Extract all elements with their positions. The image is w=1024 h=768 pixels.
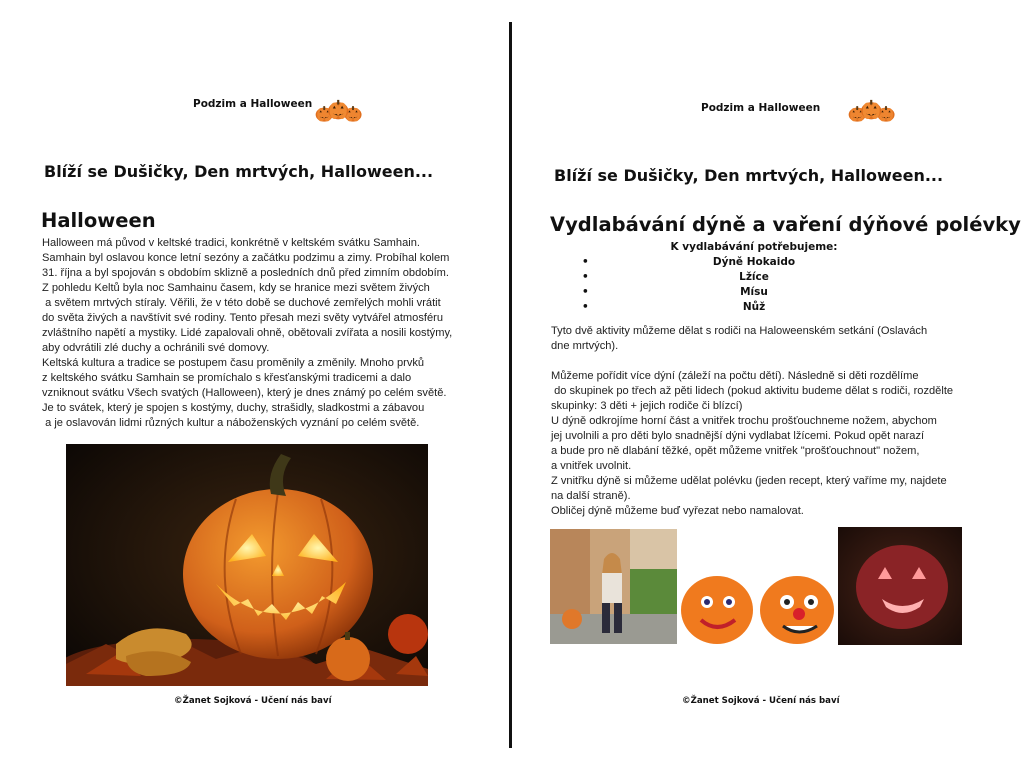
body-text	[42, 236, 452, 431]
body-line: skupinky: 3 děti + jejich rodiče či blízcí)	[551, 400, 743, 412]
body-line: na další straně).	[551, 490, 631, 502]
body-line: Obličej dýně můžeme buď vyřezat nebo namalovat.	[551, 505, 804, 517]
body-line: a vnitřek uvolnit.	[551, 460, 632, 472]
needs-item: • Mísu	[582, 286, 768, 298]
footer-credit: ©Žanet Sojková - Učení nás baví	[682, 696, 840, 706]
body-line: do skupinek po třech až pěti lidech (pokud aktivitu budeme dělat s rodiči, rozdělte	[551, 385, 954, 397]
right-page	[514, 0, 1024, 768]
footer-credit: ©Žanet Sojková - Učení nás baví	[174, 696, 332, 706]
jack-o-lantern-photo	[66, 444, 428, 686]
page-divider	[509, 22, 512, 748]
needs-item: • Nůž	[582, 301, 766, 313]
body-line	[551, 354, 953, 369]
page-header: Podzim a Halloween	[193, 98, 313, 110]
lit-pumpkin-photo	[838, 527, 962, 645]
body-line: Z vnitřku dýně si můžeme udělat polévku (jeden recept, který vaříme my, najdete	[551, 475, 947, 487]
needs-item: • Lžíce	[582, 271, 769, 283]
page-title: Vydlabávání dýně a vaření dýňové polévky	[550, 213, 1021, 236]
body-line: Z pohledu Keltů byla noc Samhainu časem, kdy se hranice mezi světem živých	[42, 282, 430, 294]
body-line: Tyto dvě aktivity můžeme dělat s rodiči na Haloweenském setkání (Oslavách	[551, 325, 928, 337]
subtitle: Blíží se Dušičky, Den mrtvých, Halloween...	[44, 162, 434, 181]
body-line: do světa živých a navštívit své rodiny. Tento přesah mezi světy vytvářel atmosféru	[42, 312, 443, 324]
body-line: a je oslavován lidmi různých kultur a náboženských vyznání po celém světě.	[42, 417, 420, 429]
needs-heading: K vydlabávání potřebujeme:	[670, 241, 838, 253]
left-page	[0, 0, 510, 768]
body-line: Můžeme pořídit více dýní (záleží na počtu dětí). Následně si děti rozdělíme	[551, 370, 919, 382]
body-text	[551, 324, 953, 519]
body-line: zvláštního napětí a mystiky. Lidé zapalovali ohně, obětovali zvířata a nosili kostýmy,	[42, 327, 453, 339]
painted-pumpkins-photo	[679, 568, 836, 646]
child-with-pumpkin-photo	[550, 529, 677, 644]
body-line: dne mrtvých).	[551, 340, 619, 352]
body-line: Je to svátek, který je spojen s kostýmy, duchy, strašidly, sladkostmi a zábavou	[42, 402, 425, 414]
subtitle: Blíží se Dušičky, Den mrtvých, Halloween...	[554, 166, 944, 185]
body-line: a světem mrtvých stíraly. Věřili, že v této době se duchové zemřelých mohli vrátit	[42, 297, 441, 309]
body-line: Keltská kultura a tradice se postupem času proměnily a změnily. Mnoho prvků	[42, 357, 425, 369]
body-line: aby odvrátili zlé duchy a ochránili své domovy.	[42, 342, 270, 354]
pumpkins-icon	[311, 93, 367, 127]
body-line: a bude pro ně dlabání těžké, opět můžeme vnitřek "prošťouchnout" nožem,	[551, 445, 920, 457]
body-line: 31. října a byl spojován s obdobím sklizně a posledních dnů před zimním obdobím.	[42, 267, 450, 279]
needs-list	[582, 240, 864, 315]
page-title: Halloween	[41, 209, 156, 232]
body-line: vzniknout svátku Všech svatých (Halloween), který je dnes známý po celém světě.	[42, 387, 447, 399]
body-line: Samhain byl oslavou konce letní sezóny a začátku podzimu a zimy. Probíhal kolem	[42, 252, 450, 264]
page-header: Podzim a Halloween	[701, 102, 821, 114]
body-line: Halloween má původ v keltské tradici, konkrétně v keltském svátku Samhain.	[42, 237, 420, 249]
body-line: z keltského svátku Samhain se promíchalo s křesťanskými tradicemi a dalo	[42, 372, 412, 384]
body-line: jej uvolnili a pro děti bylo snadnější dýni vydlabat lžícemi. Pokud opět narazí	[551, 430, 925, 442]
needs-item: • Dýně Hokaido	[582, 256, 796, 268]
pumpkins-icon	[844, 93, 900, 127]
body-line: U dýně odkrojíme horní část a vnitřek trochu prošťouchneme nožem, abychom	[551, 415, 937, 427]
